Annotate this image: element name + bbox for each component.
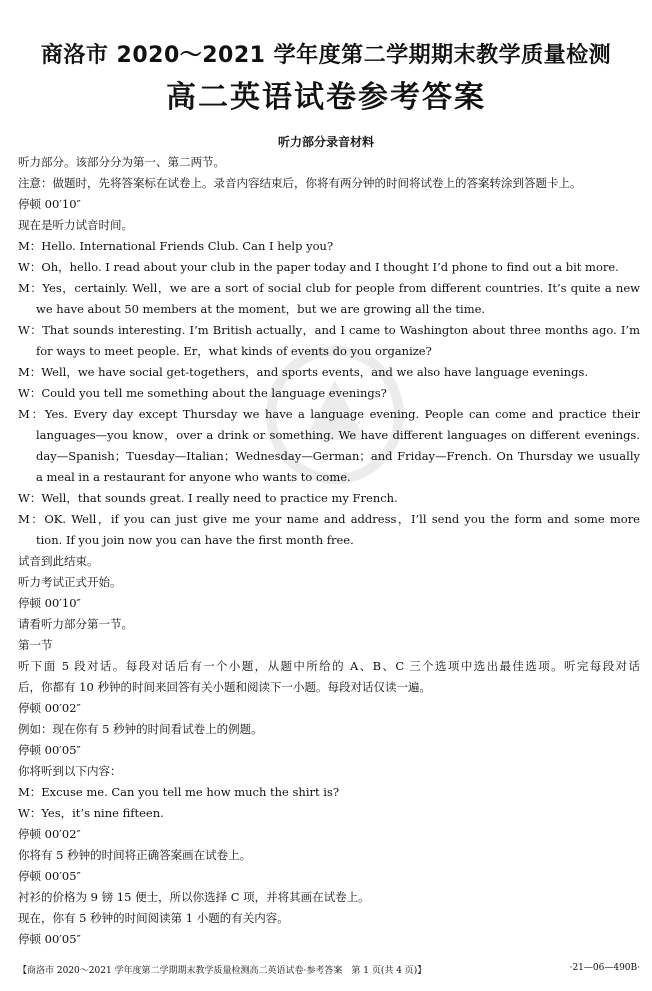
transcript-line: 请看听力部分第一节。 [18,617,133,631]
transcript-line: 第一节 [18,638,53,652]
transcript-line: a meal in a restaurant for anyone who wants to come. [36,470,351,484]
transcript-line: W：Oh，hello. I read about your club in the paper today and I thought I’d phone to find out a bit more. [18,260,619,274]
transcript-line: 停顿 00′05″ [18,869,81,883]
transcript-line: 例如：现在你有 5 秒钟的时间看试卷上的例题。 [18,722,263,736]
transcript-line: 你将有 5 秒钟的时间将正确答案画在试卷上。 [18,848,252,862]
transcript-line: 后，你都有 10 秒钟的时间来回答有关小题和阅读下一小题。每段对话仅读一遍。 [18,680,431,694]
transcript-line: languages—you know，over a drink or something. We have different languages on different evenings. [36,428,640,442]
footer-code: ·21—06—490B· [569,963,640,973]
transcript-line: W：Well，that sounds great. I really need to practice my French. [18,491,398,505]
transcript-line: W：Yes，it’s nine fifteen. [18,806,164,820]
transcript-line: for ways to meet people. Er，what kinds of events do you organize? [36,344,432,358]
transcript-line: M：Well，we have social get-togethers，and sports events，and we also have language evenings. [18,365,589,379]
transcript-line: 听力部分。该部分分为第一、第二两节。 [18,155,225,169]
transcript-line: 听下面 5 段对话。每段对话后有一个小题，从题中所给的 A、B、C 三个选项中选出最佳选项。听完每段对话 [18,659,640,673]
transcript-line: M：Yes，certainly. Well，we are a sort of social club for people from different countries. It’s quite a new [18,281,640,295]
transcript-line: 现在，你有 5 秒钟的时间阅读第 1 小题的有关内容。 [18,911,289,925]
transcript-line: 停顿 00′02″ [18,701,81,715]
transcript-line: M：Yes. Every day except Thursday we have a language evening. People can come and practice their [18,407,640,421]
transcript-line: 试音到此结束。 [18,554,99,568]
document-title: 高二英语试卷参考答案 [166,80,486,115]
transcript-line: W：That sounds interesting. I’m British actually，and I came to Washington about three months ago. I’m [18,323,640,337]
transcript-line: day—Spanish；Tuesday—Italian；Wednesday—German；and Friday—French. On Thursday we usually [36,449,640,463]
transcript-line: 你将听到以下内容： [18,764,122,778]
transcript-line: 注意：做题时，先将答案标在试卷上。录音内容结束后，你将有两分钟的时间将试卷上的答案转涂到答题卡上。 [18,176,582,190]
transcript-line: M：Hello. International Friends Club. Can I help you? [18,239,334,253]
transcript-line: 衬衫的价格为 9 镑 15 便士，所以你选择 C 项，并将其画在试卷上。 [18,890,370,904]
section-heading: 听力部分录音材料 [277,135,374,149]
transcript-line: M：Excuse me. Can you tell me how much the shirt is? [18,785,340,799]
transcript-line: we have about 50 members at the moment，but we are growing all the time. [36,302,486,316]
transcript-line: 现在是听力试音时间。 [18,218,133,232]
transcript-line: M：OK. Well，if you can just give me your name and address，I’ll send you the form and some more [18,512,640,526]
exam-title: 商洛市 2020～2021 学年度第二学期期末教学质量检测 [40,43,612,68]
transcript-body [18,152,640,950]
footer-left: 【商洛市 2020～2021 学年度第二学期期末教学质量检测高二英语试卷·参考答案 第 1 页(共 4 页)】 [18,966,427,976]
transcript-line: 停顿 00′05″ [18,932,81,946]
transcript-line: tion. If you join now you can have the first month free. [36,533,354,547]
transcript-line: W：Could you tell me something about the language evenings? [18,386,387,400]
transcript-line: 听力考试正式开始。 [18,575,122,589]
transcript-line: 停顿 00′05″ [18,743,81,757]
transcript-line: 停顿 00′10″ [18,596,81,610]
page-footer [18,963,640,976]
transcript-line: 停顿 00′02″ [18,827,81,841]
transcript-line: 停顿 00′10″ [18,197,81,211]
